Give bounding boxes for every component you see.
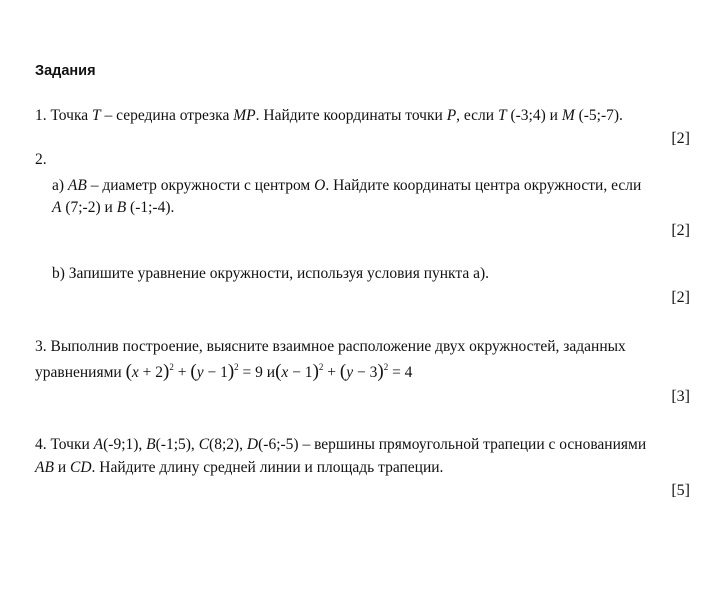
task-3-line-1: 3. Выполнив построение, выясните взаимное расположение двух окружностей, заданных [35,338,626,355]
task-4-text-part: . Найдите длину средней линии и площадь трапеции. [91,459,444,476]
point-b-coords: (-1;5), [155,436,199,453]
point-t-label: T [497,107,507,124]
task-4-text-part: и [53,459,70,476]
point-p-label: P [446,107,457,124]
task-3-mark: [3] [671,388,690,405]
page-title: Задания [35,63,96,79]
equation-term: − 1 [288,364,313,381]
equation-term: − 1 [203,364,228,381]
task-4-mark: [5] [671,482,690,499]
equation-term: + 2 [138,364,164,381]
point-a-label: A [93,436,104,453]
task-1-text-part: , если [456,107,498,124]
task-2a-line-1 [52,176,641,196]
task-3-line-2 [35,362,412,383]
equation-variable: x [281,364,289,381]
task-2b-text: b) Запишите уравнение окружности, используя условия пункта а). [52,265,490,282]
task-2a-line-2 [52,198,174,218]
task-2a-text-part: – диаметр окружности с центром [86,177,315,194]
point-a-label: A [52,199,62,216]
equation-exponent: 2 [318,362,324,372]
equation-rhs: = 4 [388,364,413,381]
task-4-text-part: 4. Точки [35,436,94,453]
base-ab-label: AB [35,459,54,476]
task-4-line-1 [35,435,646,455]
task-2a-text-part: . Найдите координаты центра окружности, если [325,177,642,194]
point-d-label: D [246,436,259,453]
point-t-label: T [92,107,101,124]
point-c-label: C [198,436,210,453]
equation-exponent: 2 [169,362,174,372]
equation-exponent: 2 [234,362,239,372]
task-1-text [35,106,623,126]
task-2b-mark: [2] [671,289,690,306]
equation-variable: y [346,364,354,381]
task-1-text-part: – середина отрезка [100,107,234,124]
point-b-label: B [116,199,127,216]
equation-term: − 3 [353,364,378,381]
base-cd-label: CD [69,459,92,476]
equation-rhs: = 9 [238,364,263,381]
segment-mp-label: MP [233,107,256,124]
point-m-label: M [561,107,575,124]
task-4-line-2 [35,458,443,478]
task-1-text-part: (-5;-7). [574,107,623,124]
task-1-text-part: 1. Точка [35,107,92,124]
equation-variable: y [196,364,204,381]
equation-variable: x [131,364,139,381]
center-o-label: O [314,177,326,194]
task-4-text-part: (-6;-5) – вершины прямоугольной трапеции с основаниями [258,436,647,453]
point-c-coords: (8;2), [209,436,247,453]
equation-exponent: 2 [383,362,389,372]
task-2a-text-part: a) [52,177,68,194]
task-3-text-part: уравнениями [35,364,126,381]
task-1-text-part: (-3;4) и [506,107,562,124]
point-b-label: B [146,436,156,453]
diameter-ab-label: AB [67,177,87,194]
task-1-text-part: . Найдите координаты точки [255,107,447,124]
task-3-connector: и [262,364,276,381]
task-2-number: 2. [35,151,47,168]
point-a-coords: (-9;1), [103,436,147,453]
task-1-mark: [2] [671,130,690,147]
circle-equation-1: $(x + 2)^2 + (y - 1)^2 = 9$ [125,361,263,382]
task-2a-text-part: (-1;-4). [126,199,175,216]
task-2a-mark: [2] [671,222,690,239]
circle-equation-2: $(x - 1)^2 + (y - 3)^2 = 4$ [275,361,413,382]
task-2a-text-part: (7;-2) и [61,199,117,216]
